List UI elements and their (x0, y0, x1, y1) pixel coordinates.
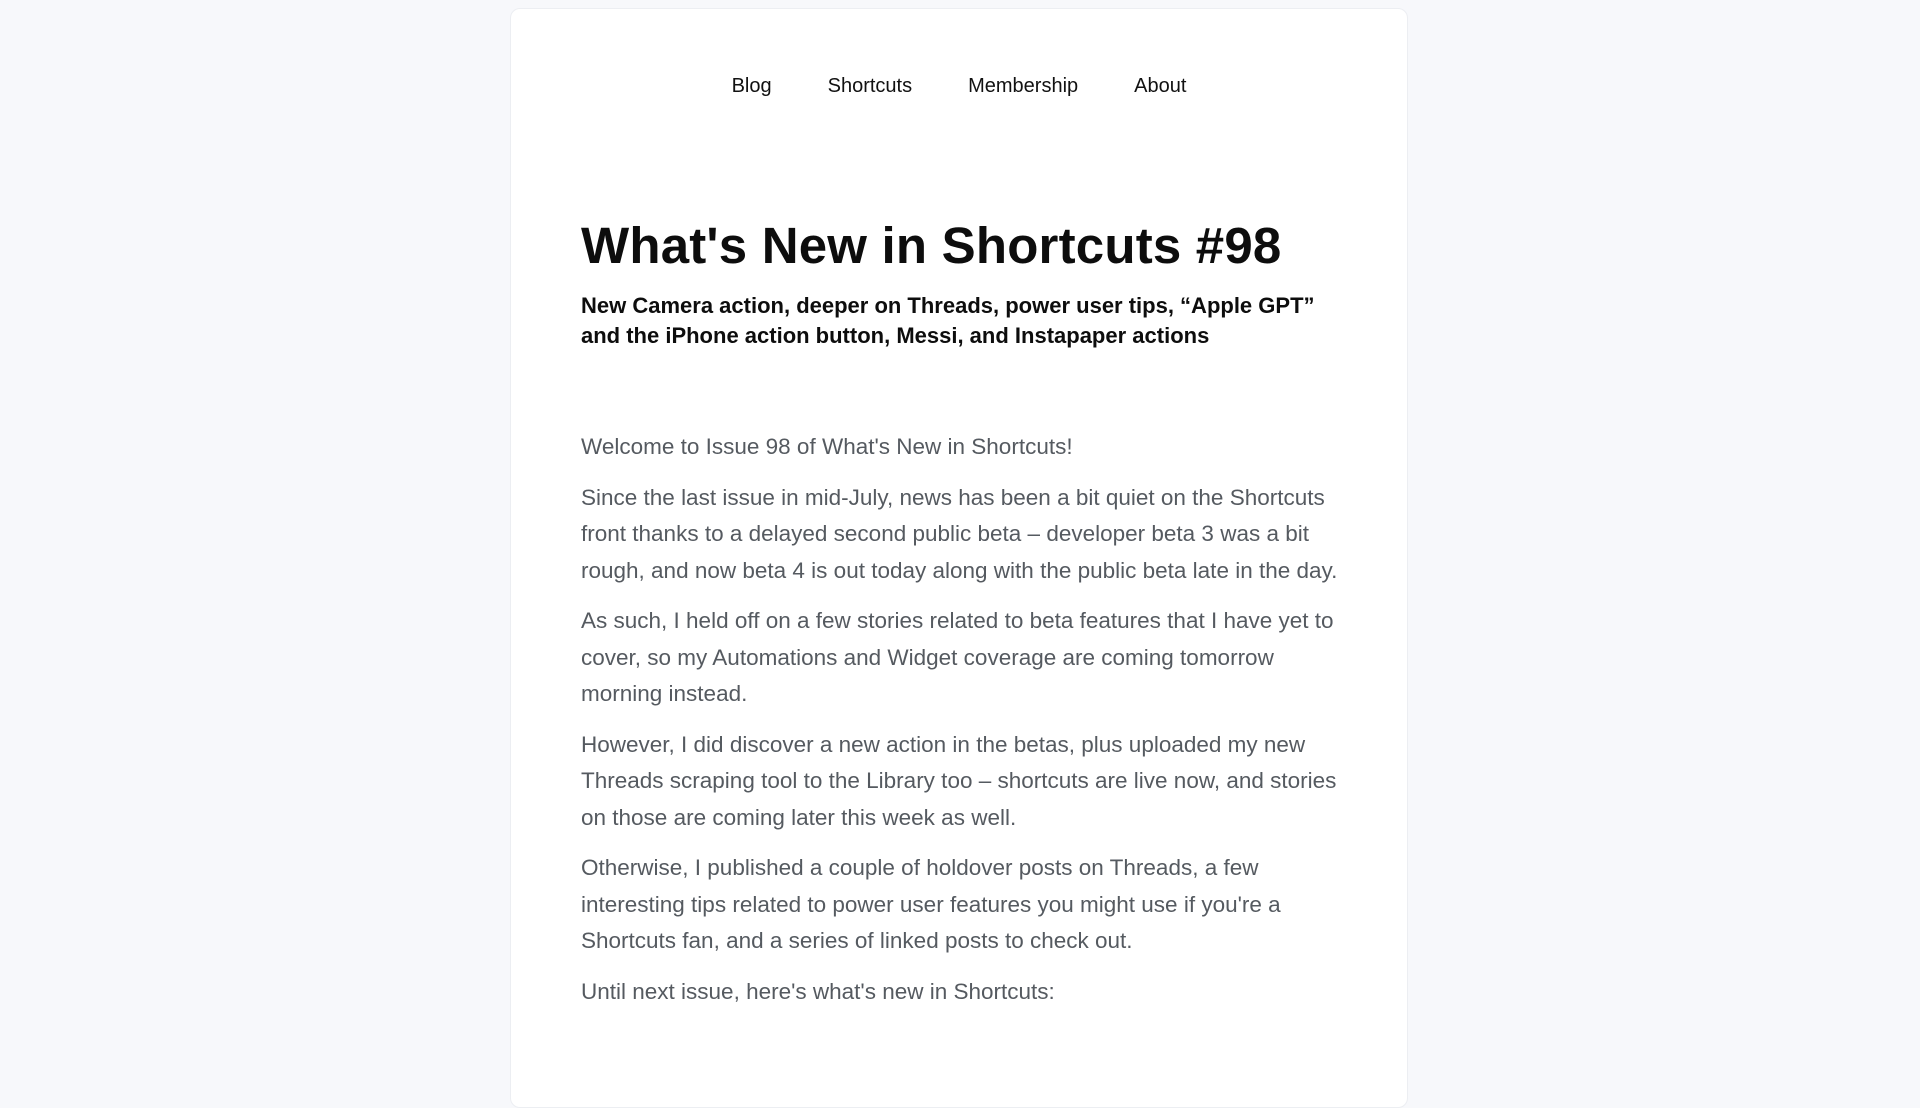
article-paragraph: Until next issue, here's what's new in Shortcuts: (581, 978, 1055, 1004)
article (581, 209, 1341, 1024)
article-paragraph: Welcome to Issue 98 of What's New in Shortcuts! (581, 434, 1073, 459)
nav-link-shortcuts[interactable]: Shortcuts (827, 75, 913, 97)
article-title: What's New in Shortcuts #98 (581, 217, 1282, 274)
page-card (510, 8, 1408, 1108)
article-paragraph: Since the last issue in mid-July, news has been a bit quiet on the Shortcuts front thanks to a delayed second public beta – developer beta 3 was a bit rough, and now beta 4 is out today along with the public beta late in the day. (581, 484, 1338, 583)
nav-link-blog[interactable]: Blog (731, 75, 772, 97)
article-paragraph: Otherwise, I published a couple of holdover posts on Threads, a few interesting tips related to power user features you might use if you're a Shortcuts fan, and a series of linked posts to check out. (581, 855, 1281, 953)
nav-link-about[interactable]: About (1134, 75, 1187, 97)
article-body (581, 429, 1341, 1010)
top-nav (511, 71, 1407, 101)
article-subtitle: New Camera action, deeper on Threads, power user tips, “Apple GPT” and the iPhone action button, Messi, and Instapaper actions (581, 293, 1315, 348)
nav-link-membership[interactable]: Membership (968, 75, 1079, 97)
article-paragraph: However, I did discover a new action in the betas, plus uploaded my new Threads scraping tool to the Library too – shortcuts are live now, and stories on those are coming later this week as well. (581, 731, 1337, 830)
article-paragraph: As such, I held off on a few stories related to beta features that I have yet to cover, so my Automations and Widget coverage are coming tomorrow morning instead. (581, 608, 1334, 706)
